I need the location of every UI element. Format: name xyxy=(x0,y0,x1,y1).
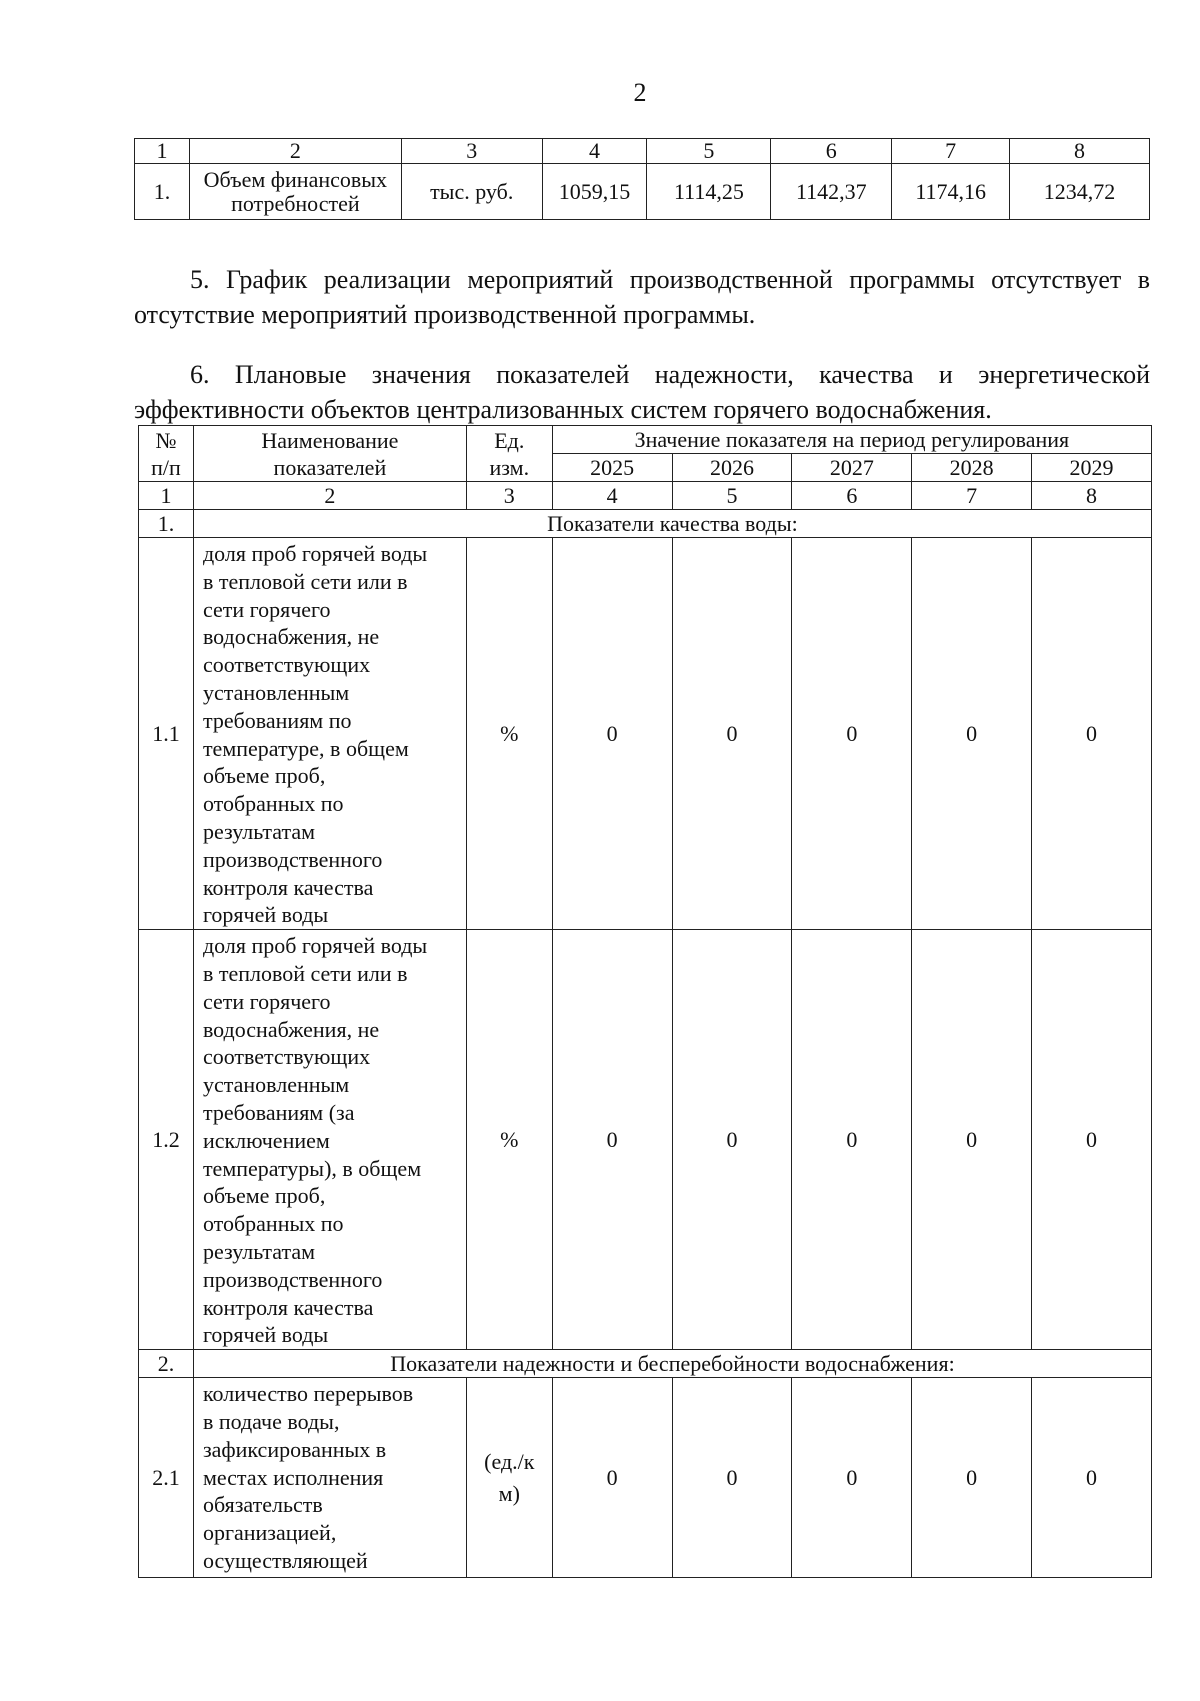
row-1-2-name xyxy=(193,930,466,1350)
finance-header-cell: 2 xyxy=(189,139,401,164)
colnum-cell: 3 xyxy=(466,482,552,510)
colnum-cell: 8 xyxy=(1032,482,1152,510)
header-year-cell: 2025 xyxy=(552,454,672,482)
row-1-2-value: 0 xyxy=(1032,930,1152,1350)
row-1-1-name xyxy=(193,538,466,930)
row-1-2-name-line: результатам xyxy=(202,1238,316,1264)
colnum-cell: 7 xyxy=(912,482,1032,510)
row-2-1-name-line: обязательств xyxy=(202,1492,323,1518)
finance-header-cell: 3 xyxy=(401,139,542,164)
row-1-1-value: 0 xyxy=(792,538,912,930)
row-1-1-name-line: объеме проб, xyxy=(202,763,326,789)
row-1-2-name-line: производственного xyxy=(202,1266,383,1292)
finance-value-cell: 1114,25 xyxy=(647,164,771,220)
row-1-2-name-line: требованиям (за xyxy=(202,1099,355,1125)
header-unit-line: изм. xyxy=(489,454,530,480)
row-2-1-name-line: зафиксированных в xyxy=(202,1436,387,1462)
row-1-2-value: 0 xyxy=(792,930,912,1350)
finance-row-name xyxy=(189,164,401,220)
row-2-1-value: 0 xyxy=(1032,1378,1152,1578)
row-2-1-value: 0 xyxy=(792,1378,912,1578)
row-2-1-number: 2.1 xyxy=(139,1378,194,1578)
row-1-1-name-line: соответствующих xyxy=(202,652,371,678)
section-1-title: Показатели качества воды: xyxy=(193,510,1151,538)
row-1-1-value: 0 xyxy=(912,538,1032,930)
finance-row xyxy=(135,164,1150,220)
colnum-cell: 4 xyxy=(552,482,672,510)
finance-header-cell: 6 xyxy=(771,139,892,164)
row-1-1-name-line: горячей воды xyxy=(202,902,329,928)
row-2-1-unit-line: м) xyxy=(498,1480,520,1506)
finance-value-cell: 1059,15 xyxy=(542,164,647,220)
row-1-1-name-line: отобранных по xyxy=(202,791,344,817)
section-2-number: 2. xyxy=(139,1350,194,1378)
finance-name-line: Объем финансовых xyxy=(203,166,388,192)
row-2-1-name xyxy=(193,1378,466,1578)
header-period-cell: Значение показателя на период регулирования xyxy=(552,426,1151,454)
finance-value-cell: 1174,16 xyxy=(892,164,1010,220)
finance-value-cell: 1234,72 xyxy=(1010,164,1150,220)
section-2-title: Показатели надежности и бесперебойности водоснабжения: xyxy=(193,1350,1151,1378)
colnum-cell: 6 xyxy=(792,482,912,510)
header-year-cell: 2028 xyxy=(912,454,1032,482)
row-1-2-value: 0 xyxy=(912,930,1032,1350)
section-2-row xyxy=(139,1350,1152,1378)
row-1-2-value: 0 xyxy=(672,930,792,1350)
page-number: 2 xyxy=(633,78,647,107)
row-2-1-value: 0 xyxy=(912,1378,1032,1578)
row-1-2-name-line: контроля качества xyxy=(202,1294,374,1320)
row-2-1-name-line: местах исполнения xyxy=(202,1464,384,1490)
row-1-1-value: 0 xyxy=(672,538,792,930)
row-1-1-name-line: температуре, в общем xyxy=(202,735,409,761)
finance-header-cell: 7 xyxy=(892,139,1010,164)
row-1-1-name-line: в тепловой сети или в xyxy=(202,568,408,594)
paragraph-6 xyxy=(134,357,1150,427)
finance-header-cell: 5 xyxy=(647,139,771,164)
row-1-2-name-line: объеме проб, xyxy=(202,1183,326,1209)
row-1-1 xyxy=(139,538,1152,930)
row-2-1 xyxy=(139,1378,1152,1578)
row-1-1-value: 0 xyxy=(552,538,672,930)
row-1-1-name-line: производственного xyxy=(202,846,383,872)
indicators-colnum-row xyxy=(139,482,1152,510)
section-1-number: 1. xyxy=(139,510,194,538)
row-1-1-name-line: результатам xyxy=(202,818,316,844)
header-num-line: п/п xyxy=(151,454,181,480)
row-1-2-name-line: соответствующих xyxy=(202,1044,371,1070)
row-2-1-value: 0 xyxy=(672,1378,792,1578)
row-1-1-number: 1.1 xyxy=(139,538,194,930)
section-1-row xyxy=(139,510,1152,538)
paragraph-6-text: 6. Плановые значения показателей надежности, качества и энергетической эффективности объектов централизованных систем горячего водоснабжения. xyxy=(134,360,1150,424)
indicators-table xyxy=(138,425,1152,1578)
row-2-1-name-line: осуществляющей xyxy=(202,1547,368,1573)
colnum-cell: 2 xyxy=(193,482,466,510)
header-num-cell xyxy=(139,426,194,482)
row-2-1-unit-line: (ед./к xyxy=(484,1448,535,1474)
row-1-1-name-line: контроля качества xyxy=(202,874,374,900)
row-1-2-name-line: горячей воды xyxy=(202,1322,329,1348)
row-1-2-value: 0 xyxy=(552,930,672,1350)
row-1-2-name-line: температуры), в общем xyxy=(202,1155,422,1181)
row-2-1-name-line: количество перерывов xyxy=(202,1381,414,1407)
row-1-1-value: 0 xyxy=(1032,538,1152,930)
finance-table xyxy=(134,138,1150,220)
row-1-2-name-line: исключением xyxy=(202,1127,330,1153)
finance-header-cell: 8 xyxy=(1010,139,1150,164)
finance-row-unit: тыс. руб. xyxy=(401,164,542,220)
row-1-1-name-line: водоснабжения, не xyxy=(202,624,380,650)
header-unit-cell xyxy=(466,426,552,482)
row-1-2-number: 1.2 xyxy=(139,930,194,1350)
row-1-2-name-line: доля проб горячей воды xyxy=(202,933,428,959)
row-1-2-name-line: отобранных по xyxy=(202,1211,344,1237)
finance-row-number: 1. xyxy=(135,164,190,220)
row-1-2 xyxy=(139,930,1152,1350)
row-1-1-name-line: доля проб горячей воды xyxy=(202,541,428,566)
colnum-cell: 1 xyxy=(139,482,194,510)
header-year-cell: 2029 xyxy=(1032,454,1152,482)
row-1-2-name-line: водоснабжения, не xyxy=(202,1016,380,1042)
row-1-1-name-line: сети горячего xyxy=(202,596,331,622)
header-name-line: Наименование xyxy=(261,427,399,453)
header-name-line: показателей xyxy=(273,454,387,480)
paragraph-5 xyxy=(134,262,1150,332)
header-year-cell: 2027 xyxy=(792,454,912,482)
paragraph-5-text: 5. График реализации мероприятий производственной программы отсутствует в отсутствие мероприятий производственной программы. xyxy=(134,265,1150,329)
row-1-2-name-line: сети горячего xyxy=(202,988,331,1014)
header-num-line: № xyxy=(155,427,177,453)
row-1-1-name-line: установленным xyxy=(202,679,350,705)
row-2-1-unit xyxy=(466,1378,552,1578)
header-name-cell xyxy=(193,426,466,482)
finance-value-cell: 1142,37 xyxy=(771,164,892,220)
finance-header-cell: 1 xyxy=(135,139,190,164)
colnum-cell: 5 xyxy=(672,482,792,510)
row-1-2-name-line: установленным xyxy=(202,1072,350,1098)
row-1-2-unit: % xyxy=(466,930,552,1350)
header-year-cell: 2026 xyxy=(672,454,792,482)
row-2-1-value: 0 xyxy=(552,1378,672,1578)
indicators-header-row xyxy=(139,426,1152,454)
finance-header-cell: 4 xyxy=(542,139,647,164)
row-1-1-unit: % xyxy=(466,538,552,930)
header-unit-line: Ед. xyxy=(494,427,525,453)
finance-name-line: потребностей xyxy=(231,190,360,216)
finance-header-row xyxy=(135,139,1150,164)
row-1-2-name-line: в тепловой сети или в xyxy=(202,960,408,986)
row-2-1-name-line: организацией, xyxy=(202,1520,337,1546)
row-2-1-name-line: в подаче воды, xyxy=(202,1408,340,1434)
row-1-1-name-line: требованиям по xyxy=(202,707,352,733)
